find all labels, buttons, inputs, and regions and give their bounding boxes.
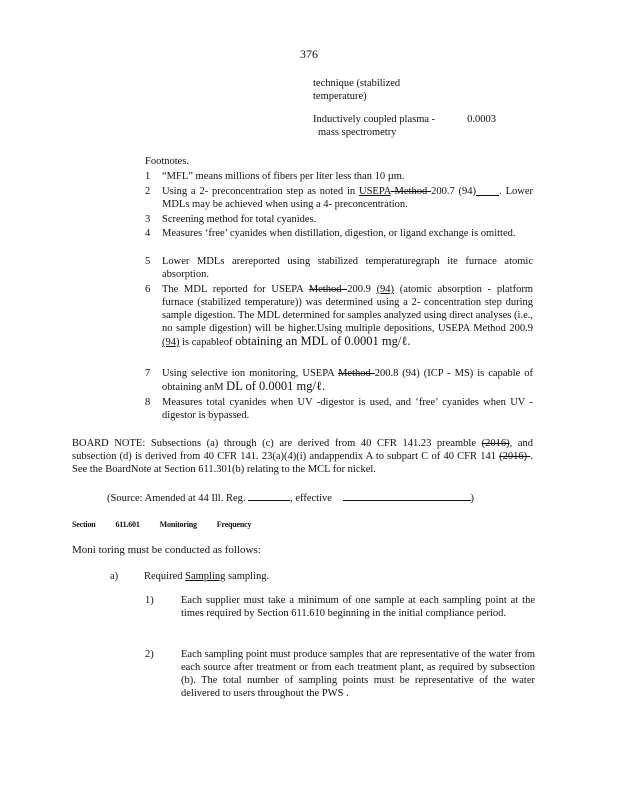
table-row-icp-ms: [313, 113, 528, 139]
monitoring-intro: Moni toring must be conducted as follows:: [72, 544, 261, 556]
footnotes-heading: Footnotes.: [145, 156, 190, 167]
footnote-5: [145, 255, 533, 281]
table-cell-method: Inductively coupled plasma -: [313, 114, 436, 125]
footnote-number: 6: [145, 284, 151, 295]
footnote-text: Screening method for total cyanides.: [162, 214, 317, 225]
footnote-2: [145, 185, 533, 211]
blank-line: [343, 491, 471, 501]
footnote-8: [145, 396, 533, 422]
table-row-technique: [313, 77, 528, 103]
footnote-7: [145, 367, 533, 394]
footnote-text: Using selective ion monitoring, USEPA Method 200.8 (94) (ICP - MS) is capable of obtaining anM DL of 0.0001 mg/ℓ.: [162, 368, 533, 393]
list-item: [145, 594, 535, 620]
footnote-3: [145, 213, 533, 226]
footnote-number: 2: [145, 186, 151, 197]
footnote-number: 7: [145, 368, 151, 379]
deleted-text: (2016): [499, 451, 531, 462]
inserted-text: [476, 186, 499, 197]
inserted-text: (94): [162, 337, 180, 348]
blank-line: [248, 491, 290, 501]
deleted-text: Method: [338, 368, 375, 379]
footnote-1: [145, 170, 533, 183]
footnote-text: Using a 2- preconcentration step as noted in USEPA Method 200.7 (94) . Lower MDLs may be achieved when using a 4- preconcentration.: [162, 186, 534, 210]
footnote-number: 4: [145, 228, 151, 239]
footnote-text: The MDL reported for USEPA Method 200.9 (94) (atomic absorption - platform furnace (stabilized temperature)) was determined using a 2- concentration step during sample digestion. The MDL determined for samples analyzed using direct analyses (i.e., no sample digestion) will be higher.Using multiple depositions, USEPA Method 200.9 (94) is capableof obtaining an MDL of 0.0001 mg/ℓ.: [162, 284, 533, 348]
inserted-text: USEPA: [358, 186, 391, 197]
section-heading: Section 611.601 Monitoring Frequency: [72, 520, 252, 529]
table-cell-technique: technique (stabilized: [313, 78, 401, 89]
subsection-a: a) Required Sampling sampling.: [110, 571, 270, 582]
deleted-text: Method: [390, 186, 432, 197]
footnote-text: “MFL” means millions of fibers per liter less than 10 µm.: [162, 171, 405, 182]
footnote-number: 5: [145, 256, 151, 267]
table-cell-temperature: temperature): [313, 91, 367, 102]
table-cell-method-cont: mass spectrometry: [318, 127, 397, 138]
inserted-text: Sampling: [185, 571, 226, 582]
footnote-text: Lower MDLs arereported using stabilized temperaturegraph ite furnace atomic absorption.: [162, 256, 533, 280]
item-text: Each sampling point must produce samples that are representative of the water from each source after treatment or from each treatment plant, as required by subsection (b). The total number of sampling points must be representative of the water delivered to users throughout the PWS .: [181, 649, 535, 699]
footnote-text: Measures total cyanides when UV -digestor is used, and ‘free’ cyanides when UV -digestor is bypassed.: [162, 397, 533, 421]
deleted-text: (2016): [481, 438, 510, 449]
table-cell-mdl-value: 0.0003: [467, 114, 496, 125]
list-item: [145, 648, 535, 700]
footnote-number: 8: [145, 397, 151, 408]
item-number: 2): [145, 649, 154, 660]
item-number: 1): [145, 595, 154, 606]
footnote-6: [145, 283, 533, 349]
deleted-text: Method: [308, 284, 348, 295]
mdl-statement: DL of 0.0001 mg/ℓ.: [226, 379, 326, 393]
footnote-number: 3: [145, 214, 151, 225]
page-number: 376: [300, 47, 318, 61]
source-note: (Source: Amended at 44 Ill. Reg. , effective ): [107, 493, 475, 504]
footnote-number: 1: [145, 171, 151, 182]
board-note: BOARD NOTE: Subsections (a) through (c) are derived from 40 CFR 141.23 preamble (2016), and subsection (d) is derived from 40 CFR 141. 23(a)(4)(i) andappendix A to subpart C of 40 CFR 141 (2016) . See the BoardNote at Section 611.301(b) relating to the MCL for nickel.: [72, 438, 533, 475]
mdl-statement: obtaining an MDL of 0.0001 mg/ℓ.: [235, 334, 411, 348]
inserted-text: (94): [376, 284, 395, 295]
footnote-4: [145, 227, 533, 240]
footnote-text: Measures ‘free’ cyanides when distillation, digestion, or ligand exchange is omitted.: [162, 228, 516, 239]
item-text: Each supplier must take a minimum of one sample at each sampling point at the times required by Section 611.610 beginning in the initial compliance period.: [181, 595, 535, 619]
